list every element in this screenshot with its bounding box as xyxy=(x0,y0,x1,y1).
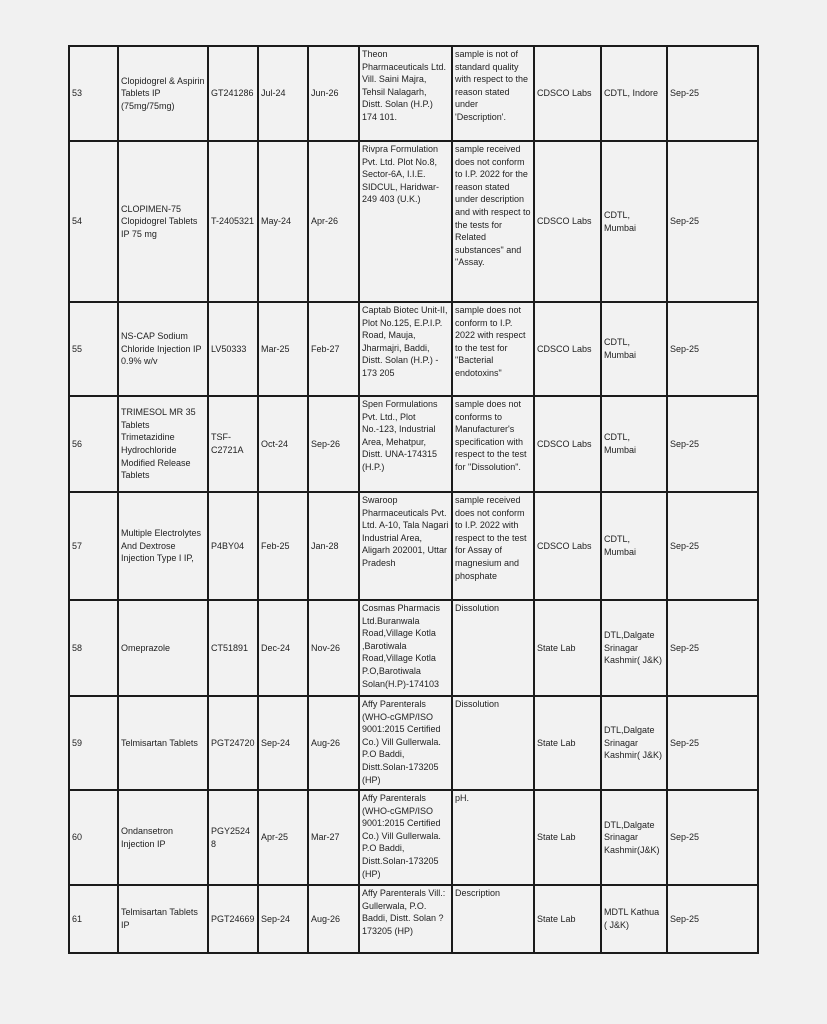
expiry-date-cell xyxy=(308,302,359,396)
drug-name-cell xyxy=(118,885,208,953)
batch-number-cell xyxy=(208,46,258,141)
drug-name-text: Telmisartan Tablets IP xyxy=(121,907,198,930)
nsq-reason-text: Description xyxy=(455,888,501,898)
table-row xyxy=(69,46,758,141)
serial-number-text: 57 xyxy=(72,540,83,551)
serial-number-cell xyxy=(69,396,118,492)
drug-name-cell xyxy=(118,302,208,396)
serial-number-cell xyxy=(69,302,118,396)
nsq-reason-cell xyxy=(452,141,534,302)
drawn-by-text: CDSCO Labs xyxy=(537,438,592,449)
table-row xyxy=(69,885,758,953)
nsq-reason-cell xyxy=(452,492,534,600)
reporting-month-text: Sep-25 xyxy=(670,438,700,449)
testing-lab-cell xyxy=(601,396,667,492)
table-row xyxy=(69,302,758,396)
testing-lab-text: CDTL, Mumbai xyxy=(604,337,637,360)
drawn-by-cell xyxy=(534,492,601,600)
batch-number-cell xyxy=(208,396,258,492)
nsq-reason-text: sample received does not conform to I.P. 2022 with respect to the test for Assay of magnesium and phosphate xyxy=(455,495,527,581)
reporting-month-text: Sep-25 xyxy=(670,216,700,227)
testing-lab-cell xyxy=(601,696,667,790)
nsq-reason-cell xyxy=(452,790,534,885)
drawn-by-text: State Lab xyxy=(537,737,576,748)
batch-number-cell xyxy=(208,492,258,600)
expiry-date-text: Aug-26 xyxy=(311,913,341,924)
manufacturer-text: Affy Parenterals Vill.: Gullerwala, P.O. Baddi, Distt. Solan ? 173205 (HP) xyxy=(362,888,446,936)
drug-name-cell xyxy=(118,396,208,492)
serial-number-cell xyxy=(69,492,118,600)
serial-number-cell xyxy=(69,885,118,953)
testing-lab-text: CDTL, Mumbai xyxy=(604,534,637,557)
expiry-date-text: Jan-28 xyxy=(311,540,339,551)
table-row xyxy=(69,790,758,885)
table-row xyxy=(69,141,758,302)
manufacture-date-text: May-24 xyxy=(261,216,292,227)
manufacture-date-text: Sep-24 xyxy=(261,737,291,748)
batch-number-text: LV50333 xyxy=(211,343,247,354)
expiry-date-cell xyxy=(308,141,359,302)
expiry-date-text: Apr-26 xyxy=(311,216,339,227)
expiry-date-cell xyxy=(308,885,359,953)
manufacture-date-text: Dec-24 xyxy=(261,642,291,653)
drawn-by-cell xyxy=(534,302,601,396)
drawn-by-text: CDSCO Labs xyxy=(537,216,592,227)
reporting-month-text: Sep-25 xyxy=(670,642,700,653)
testing-lab-text: DTL,Dalgate Srinagar Kashmir( J&K) xyxy=(604,630,663,666)
serial-number-text: 60 xyxy=(72,832,83,843)
batch-number-text: PGY25248 xyxy=(211,825,251,849)
expiry-date-cell xyxy=(308,790,359,885)
drawn-by-text: State Lab xyxy=(537,832,576,843)
testing-lab-text: CDTL, Indore xyxy=(604,88,659,99)
drawn-by-cell xyxy=(534,790,601,885)
nsq-reason-text: sample is not of standard quality with respect to the reason stated under 'Description'. xyxy=(455,49,529,122)
reporting-month-text: Sep-25 xyxy=(670,913,700,924)
batch-number-text: TSF-C2721A xyxy=(211,432,244,455)
drug-name-cell xyxy=(118,46,208,141)
serial-number-text: 53 xyxy=(72,88,83,99)
manufacturer-cell xyxy=(359,302,452,396)
nsq-drug-table xyxy=(68,45,759,954)
testing-lab-cell xyxy=(601,492,667,600)
testing-lab-text: MDTL Kathua ( J&K) xyxy=(604,907,660,930)
manufacture-date-cell xyxy=(258,396,308,492)
drug-name-text: TRIMESOL MR 35 Tablets Trimetazidine Hydrochloride Modified Release Tablets xyxy=(121,407,196,481)
manufacture-date-cell xyxy=(258,885,308,953)
testing-lab-text: DTL,Dalgate Srinagar Kashmir( J&K) xyxy=(604,725,663,761)
serial-number-text: 61 xyxy=(72,913,83,924)
expiry-date-text: Mar-27 xyxy=(311,832,340,843)
testing-lab-cell xyxy=(601,46,667,141)
table-row xyxy=(69,600,758,696)
drawn-by-cell xyxy=(534,46,601,141)
drug-name-cell xyxy=(118,696,208,790)
drawn-by-text: CDSCO Labs xyxy=(537,540,592,551)
drawn-by-text: CDSCO Labs xyxy=(537,343,592,354)
manufacture-date-text: Mar-25 xyxy=(261,343,290,354)
reporting-month-cell xyxy=(667,396,758,492)
batch-number-cell xyxy=(208,790,258,885)
nsq-reason-cell xyxy=(452,885,534,953)
nsq-reason-text: Dissolution xyxy=(455,603,500,613)
drawn-by-text: State Lab xyxy=(537,642,576,653)
nsq-reason-cell xyxy=(452,396,534,492)
reporting-month-cell xyxy=(667,141,758,302)
reporting-month-text: Sep-25 xyxy=(670,737,700,748)
expiry-date-cell xyxy=(308,696,359,790)
reporting-month-cell xyxy=(667,600,758,696)
manufacturer-cell xyxy=(359,492,452,600)
manufacture-date-text: Sep-24 xyxy=(261,913,291,924)
nsq-reason-text: sample received does not conform to I.P. 2022 for the reason stated under description and with respect to the tests for Related substances" and "Assay. xyxy=(455,144,531,268)
expiry-date-text: Feb-27 xyxy=(311,343,340,354)
drug-name-text: Ondansetron Injection IP xyxy=(121,825,174,849)
serial-number-text: 54 xyxy=(72,216,83,227)
reporting-month-cell xyxy=(667,696,758,790)
manufacturer-text: Affy Parenterals (WHO-cGMP/ISO 9001:2015 Certified Co.) Vill Gullerwala. P.O Baddi, Distt.Solan-173205 (HP) xyxy=(362,699,441,785)
serial-number-cell xyxy=(69,46,118,141)
drug-name-cell xyxy=(118,492,208,600)
nsq-reason-cell xyxy=(452,696,534,790)
drawn-by-cell xyxy=(534,141,601,302)
batch-number-text: GT241286 xyxy=(211,88,254,99)
drug-name-text: Omeprazole xyxy=(121,642,171,653)
manufacture-date-text: Jul-24 xyxy=(261,88,286,99)
manufacture-date-cell xyxy=(258,492,308,600)
reporting-month-text: Sep-25 xyxy=(670,832,700,843)
batch-number-cell xyxy=(208,696,258,790)
serial-number-text: 56 xyxy=(72,438,83,449)
manufacture-date-cell xyxy=(258,696,308,790)
batch-number-text: P4BY04 xyxy=(211,540,245,551)
serial-number-cell xyxy=(69,141,118,302)
testing-lab-cell xyxy=(601,790,667,885)
testing-lab-cell xyxy=(601,600,667,696)
serial-number-cell xyxy=(69,600,118,696)
drawn-by-text: State Lab xyxy=(537,913,576,924)
batch-number-text: PGT24720 xyxy=(211,737,255,748)
manufacturer-cell xyxy=(359,885,452,953)
manufacturer-cell xyxy=(359,396,452,492)
drug-name-cell xyxy=(118,600,208,696)
testing-lab-cell xyxy=(601,141,667,302)
manufacture-date-cell xyxy=(258,600,308,696)
drug-name-text: NS-CAP Sodium Chloride Injection IP 0.9% w/v xyxy=(121,331,202,367)
expiry-date-cell xyxy=(308,46,359,141)
expiry-date-cell xyxy=(308,396,359,492)
manufacturer-text: Cosmas Pharmacis Ltd.Buranwala Road,Village Kotla ,Barotiwala Road,Village Kotla P.O,Barotiwala Solan(H.P)-174103 xyxy=(362,603,441,689)
batch-number-cell xyxy=(208,302,258,396)
manufacture-date-cell xyxy=(258,141,308,302)
batch-number-text: T-2405321 xyxy=(211,216,255,227)
batch-number-cell xyxy=(208,600,258,696)
batch-number-cell xyxy=(208,885,258,953)
nsq-reason-text: sample does not conforms to Manufacturer's specification with respect to the test for "Dissolution". xyxy=(455,399,527,472)
manufacture-date-text: Oct-24 xyxy=(261,438,289,449)
testing-lab-cell xyxy=(601,885,667,953)
drug-name-text: Telmisartan Tablets xyxy=(121,737,198,748)
serial-number-cell xyxy=(69,790,118,885)
reporting-month-text: Sep-25 xyxy=(670,540,700,551)
manufacture-date-cell xyxy=(258,46,308,141)
manufacturer-text: Theon Pharmaceuticals Ltd. Vill. Saini Majra, Tehsil Nalagarh, Distt. Solan (H.P.) 174 101. xyxy=(362,49,447,122)
expiry-date-cell xyxy=(308,492,359,600)
manufacturer-cell xyxy=(359,790,452,885)
testing-lab-text: CDTL, Mumbai xyxy=(604,432,637,455)
reporting-month-cell xyxy=(667,46,758,141)
batch-number-text: CT51891 xyxy=(211,642,249,653)
table-row xyxy=(69,696,758,790)
table-row xyxy=(69,492,758,600)
reporting-month-text: Sep-25 xyxy=(670,343,700,354)
manufacturer-cell xyxy=(359,696,452,790)
manufacturer-text: Affy Parenterals (WHO-cGMP/ISO 9001:2015 Certified Co.) Vill Gullerwala. P.O Baddi, Distt.Solan-173205 (HP) xyxy=(362,793,441,879)
manufacture-date-cell xyxy=(258,790,308,885)
batch-number-cell xyxy=(208,141,258,302)
table-row xyxy=(69,396,758,492)
reporting-month-cell xyxy=(667,492,758,600)
expiry-date-text: Sep-26 xyxy=(311,438,341,449)
drug-name-text: CLOPIMEN-75 Clopidogrel Tablets IP 75 mg xyxy=(121,203,198,239)
testing-lab-text: DTL,Dalgate Srinagar Kashmir(J&K) xyxy=(604,819,660,855)
nsq-reason-text: Dissolution xyxy=(455,699,500,709)
serial-number-cell xyxy=(69,696,118,790)
drawn-by-text: CDSCO Labs xyxy=(537,88,592,99)
reporting-month-cell xyxy=(667,790,758,885)
testing-lab-text: CDTL, Mumbai xyxy=(604,209,637,233)
drug-name-text: Multiple Electrolytes And Dextrose Injection Type I IP, xyxy=(121,528,202,564)
manufacturer-text: Spen Formulations Pvt. Ltd., Plot No.-123, Industrial Area, Mehatpur, Distt. UNA-174315 (H.P.) xyxy=(362,399,438,472)
reporting-month-text: Sep-25 xyxy=(670,88,700,99)
drawn-by-cell xyxy=(534,696,601,790)
manufacture-date-text: Feb-25 xyxy=(261,540,290,551)
table-body xyxy=(69,46,758,953)
reporting-month-cell xyxy=(667,302,758,396)
serial-number-text: 59 xyxy=(72,737,83,748)
expiry-date-text: Aug-26 xyxy=(311,737,341,748)
drug-name-cell xyxy=(118,790,208,885)
serial-number-text: 55 xyxy=(72,343,83,354)
manufacture-date-cell xyxy=(258,302,308,396)
expiry-date-cell xyxy=(308,600,359,696)
drug-name-text: Clopidogrel & Aspirin Tablets IP (75mg/75mg) xyxy=(121,75,205,111)
manufacturer-text: Captab Biotec Unit-II, Plot No.125, E.P.I.P. Road, Mauja, Jharmajri, Baddi, Distt. Solan (H.P.) - 173 205 xyxy=(362,305,448,378)
nsq-reason-cell xyxy=(452,600,534,696)
drawn-by-cell xyxy=(534,396,601,492)
drawn-by-cell xyxy=(534,600,601,696)
nsq-reason-text: pH. xyxy=(455,793,470,803)
manufacture-date-text: Apr-25 xyxy=(261,832,289,843)
manufacturer-cell xyxy=(359,46,452,141)
expiry-date-text: Jun-26 xyxy=(311,88,339,99)
nsq-reason-text: sample does not conform to I.P. 2022 with respect to the test for "Bacterial endotoxins" xyxy=(455,305,526,378)
nsq-reason-cell xyxy=(452,46,534,141)
batch-number-text: PGT24669 xyxy=(211,913,255,924)
reporting-month-cell xyxy=(667,885,758,953)
drug-name-cell xyxy=(118,141,208,302)
nsq-reason-cell xyxy=(452,302,534,396)
manufacturer-text: Rivpra Formulation Pvt. Ltd. Plot No.8, Sector-6A, I.I.E. SIDCUL, Haridwar-249 403 (U.K.) xyxy=(362,144,440,205)
manufacturer-cell xyxy=(359,141,452,302)
drawn-by-cell xyxy=(534,885,601,953)
manufacturer-text: Swaroop Pharmaceuticals Pvt. Ltd. A-10, Tala Nagari Industrial Area, Aligarh 202001, Uttar Pradesh xyxy=(362,495,449,568)
manufacturer-cell xyxy=(359,600,452,696)
expiry-date-text: Nov-26 xyxy=(311,642,341,653)
serial-number-text: 58 xyxy=(72,642,83,653)
testing-lab-cell xyxy=(601,302,667,396)
